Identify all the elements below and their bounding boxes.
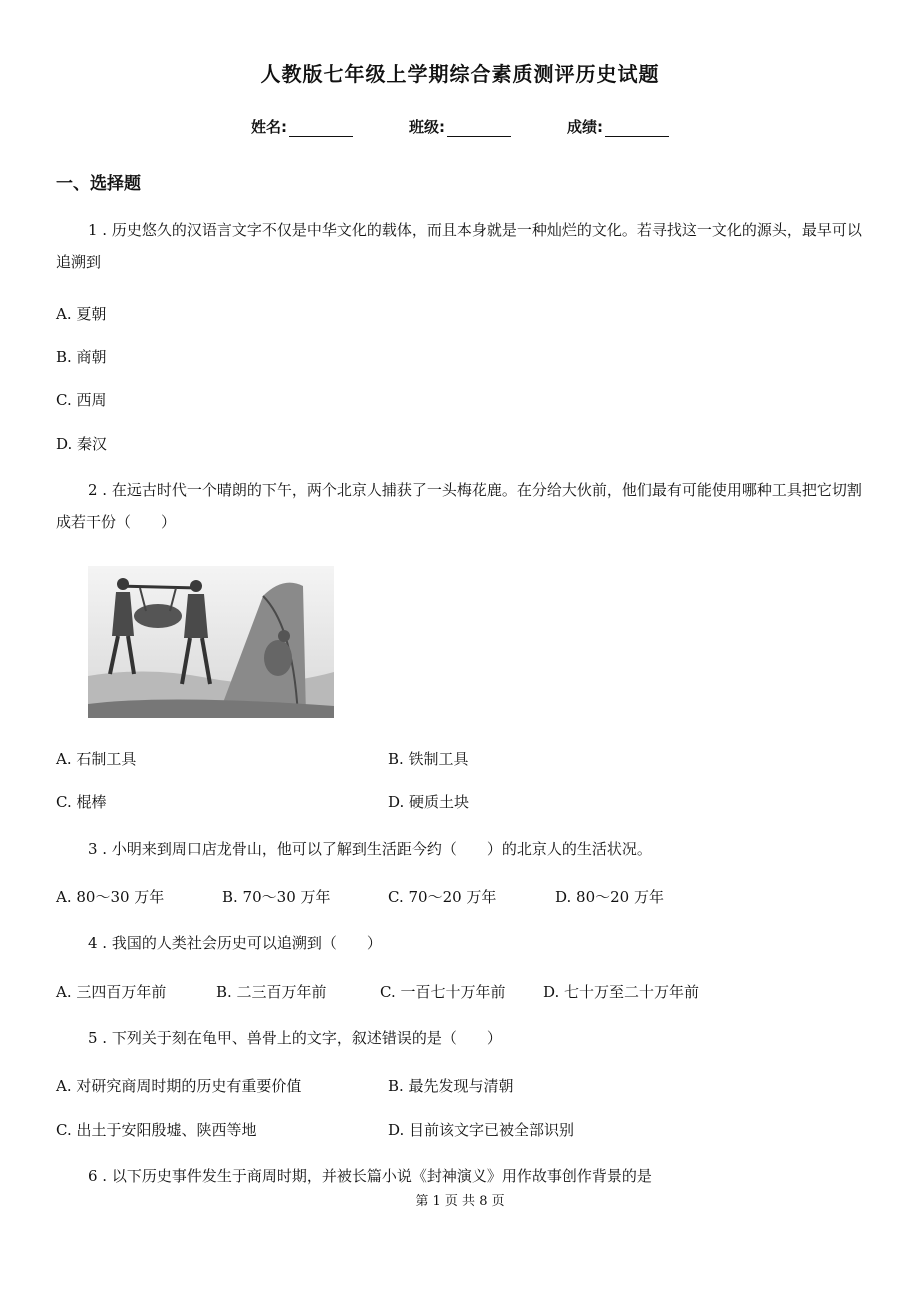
question-4: 4 . 我国的人类社会历史可以追溯到（ ）	[88, 934, 382, 952]
q3-option-a[interactable]: A. 80～30 万年	[56, 888, 165, 906]
q4-option-a[interactable]: A. 三四百万年前	[56, 983, 167, 1001]
q5-option-c[interactable]: C. 出土于安阳殷墟、陕西等地	[56, 1121, 257, 1139]
page-title: 人教版七年级上学期综合素质测评历史试题	[260, 62, 660, 86]
score-blank[interactable]	[605, 122, 669, 137]
question-2: 2 . 在远古时代一个晴朗的下午，两个北京人捕获了一头梅花鹿。在分给大伙前，他们最有可能使用哪种工具把它切割成若干份（ ）	[56, 481, 862, 531]
name-blank[interactable]	[289, 122, 353, 137]
q3-option-b[interactable]: B. 70～30 万年	[222, 888, 331, 906]
question-3: 3 . 小明来到周口店龙骨山，他可以了解到生活距今约（ ）的北京人的生活状况。	[88, 840, 652, 858]
q2-option-a[interactable]: A. 石制工具	[56, 750, 137, 768]
class-blank[interactable]	[447, 122, 511, 137]
q4-option-d[interactable]: D. 七十万至二十万年前	[543, 983, 700, 1001]
q5-option-b[interactable]: B. 最先发现与清朝	[388, 1077, 514, 1095]
page-footer: 第 1 页 共 8 页	[415, 1194, 505, 1209]
q1-option-b[interactable]: B. 商朝	[56, 348, 107, 366]
question-6: 6 . 以下历史事件发生于商周时期，并被长篇小说《封神演义》用作故事创作背景的是	[88, 1167, 652, 1185]
question-1: 1 . 历史悠久的汉语言文字不仅是中华文化的载体，而且本身就是一种灿烂的文化。若寻找这一文化的源头，最早可以追溯到	[56, 221, 862, 271]
q2-option-c[interactable]: C. 棍棒	[56, 793, 107, 811]
q5-option-a[interactable]: A. 对研究商周时期的历史有重要价值	[56, 1077, 302, 1095]
q2-option-b[interactable]: B. 铁制工具	[388, 750, 469, 768]
q1-option-a[interactable]: A. 夏朝	[56, 305, 107, 323]
q3-option-d[interactable]: D. 80～20 万年	[555, 888, 664, 906]
student-info-row	[0, 116, 920, 137]
score-field[interactable]	[567, 116, 669, 137]
name-field[interactable]	[251, 116, 353, 137]
q5-option-d[interactable]: D. 目前该文字已被全部识别	[388, 1121, 575, 1139]
q3-option-c[interactable]: C. 70～20 万年	[388, 888, 497, 906]
class-field[interactable]	[409, 116, 511, 137]
q1-option-c[interactable]: C. 西周	[56, 391, 107, 409]
section-title: 一、选择题	[56, 174, 141, 194]
q4-option-b[interactable]: B. 二三百万年前	[216, 983, 327, 1001]
score-label: 成绩:	[567, 118, 603, 136]
question-5: 5 . 下列关于刻在龟甲、兽骨上的文字，叙述错误的是（ ）	[88, 1029, 502, 1047]
class-label: 班级:	[409, 118, 445, 136]
q2-option-d[interactable]: D. 硬质土块	[388, 793, 470, 811]
q4-option-c[interactable]: C. 一百七十万年前	[380, 983, 506, 1001]
q1-option-d[interactable]: D. 秦汉	[56, 435, 108, 453]
peking-man-hunting-illustration	[88, 566, 334, 718]
name-label: 姓名:	[251, 118, 287, 136]
